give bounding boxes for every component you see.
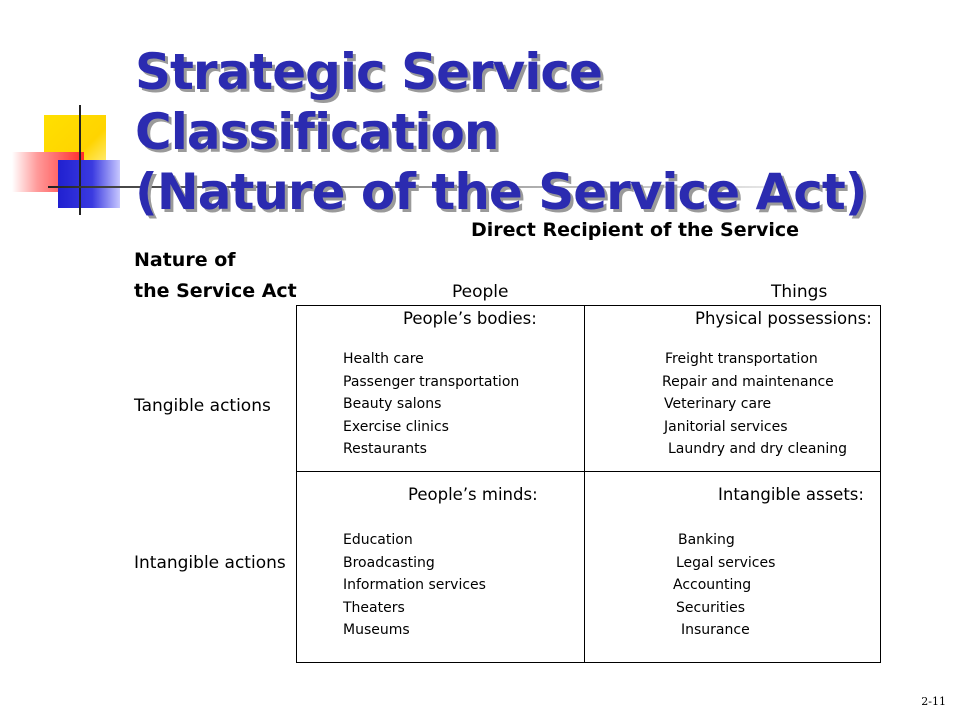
- decor-blue-square: [58, 160, 120, 208]
- list-item: Restaurants: [343, 441, 427, 457]
- matrix-vertical-divider: [584, 305, 585, 663]
- list-item: Education: [343, 532, 413, 548]
- row-heading-line-2: the Service Act: [134, 280, 297, 302]
- cell-header-physical-possessions: Physical possessions:: [695, 309, 872, 328]
- title-line-1: Strategic Service Classification: [135, 43, 602, 161]
- column-label-people: People: [452, 282, 509, 302]
- list-item: Health care: [343, 351, 424, 367]
- list-item: Repair and maintenance: [662, 373, 834, 390]
- list-item: Freight transportation: [665, 351, 818, 367]
- cell-list-intangible-people: [343, 529, 486, 642]
- list-item: Passenger transportation: [343, 373, 520, 390]
- title-line-2: (Nature of the Service Act): [135, 163, 867, 221]
- list-item: Laundry and dry cleaning: [668, 441, 847, 457]
- cell-header-intangible-assets: Intangible assets:: [718, 485, 864, 504]
- list-item: Accounting: [673, 577, 752, 593]
- row-heading-line-1: Nature of: [134, 249, 236, 271]
- column-label-things: Things: [771, 282, 828, 302]
- cell-list-intangible-things: [662, 529, 775, 642]
- cell-header-peoples-minds: People’s minds:: [408, 485, 538, 504]
- list-item: Exercise clinics: [343, 418, 449, 435]
- list-item: Janitorial services: [664, 418, 788, 435]
- cell-list-tangible-people: [343, 348, 519, 461]
- list-item: Banking: [678, 532, 735, 548]
- list-item: Veterinary care: [664, 396, 772, 412]
- cell-list-tangible-things: [662, 348, 847, 461]
- list-item: Theaters: [343, 599, 405, 616]
- list-item: Beauty salons: [343, 396, 442, 412]
- decor-vertical-line: [79, 105, 81, 215]
- row-label-intangible: Intangible actions: [134, 553, 286, 573]
- list-item: Insurance: [681, 622, 750, 638]
- list-item: Information services: [343, 577, 486, 593]
- slide-number: 2-11: [921, 695, 946, 708]
- column-heading: Direct Recipient of the Service: [471, 219, 800, 241]
- slide-title: [135, 42, 935, 222]
- list-item: Legal services: [676, 554, 776, 571]
- list-item: Securities: [676, 599, 746, 616]
- cell-header-peoples-bodies: People’s bodies:: [403, 309, 537, 328]
- row-label-tangible: Tangible actions: [134, 396, 271, 416]
- list-item: Broadcasting: [343, 554, 435, 571]
- list-item: Museums: [343, 622, 410, 638]
- matrix-horizontal-divider: [296, 471, 881, 472]
